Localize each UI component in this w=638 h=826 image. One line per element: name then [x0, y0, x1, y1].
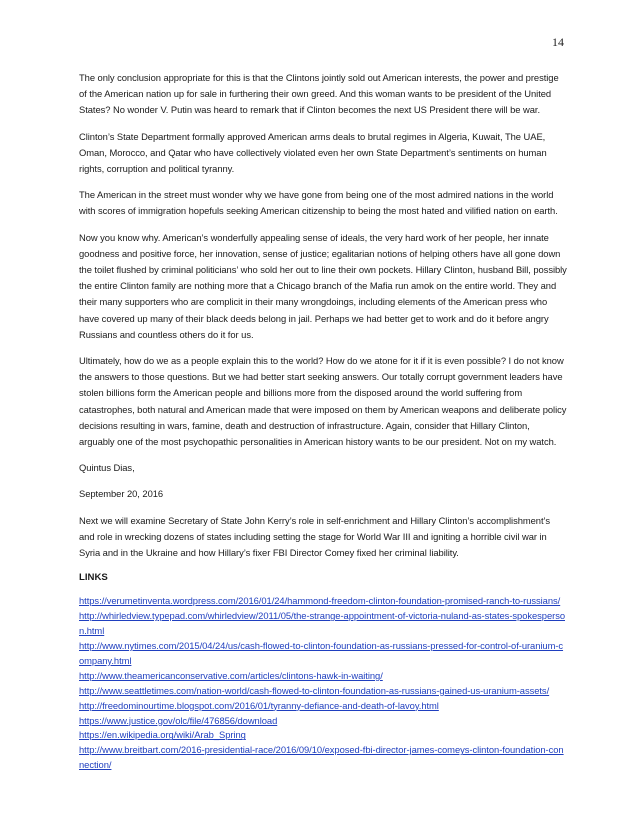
paragraph-american-in-street: The American in the street must wonder why we have gone from being one of the most admired nations in the world with scores of immigration hopefuls seeking American citizenship to being the most hated and vilified nation on earth.: [79, 189, 558, 217]
paragraph-next-topic: Next we will examine Secretary of State John Kerry’s role in self-enrichment and Hillary Clinton’s accomplishment’s and role in wrecking dozens of states including setting the stage for World War III and igniting a horrible civil war in Syria and in the Ukraine and how Hillary’s fixer FBI Director Comey fixed her criminal liability.: [79, 514, 551, 559]
link-item[interactable]: http://www.seattletimes.com/nation-world/cash-flowed-to-clinton-foundation-as-russians-gained-us-uranium-assets/: [79, 684, 550, 696]
document-date: September 20, 2016: [79, 488, 164, 500]
author-signature: Quintus Dias,: [79, 462, 135, 474]
links-list: [79, 594, 567, 773]
link-item[interactable]: http://freedominourtime.blogspot.com/2016/01/tyranny-defiance-and-death-of-lavoy.html: [79, 699, 439, 711]
link-item[interactable]: http://www.nytimes.com/2015/04/24/us/cash-flowed-to-clinton-foundation-as-russians-pressed-for-control-of-uranium-company.html: [79, 640, 564, 666]
link-item[interactable]: http://www.theamericanconservative.com/articles/clintons-hawk-in-waiting/: [79, 669, 383, 681]
paragraph-arms-deals: Clinton’s State Department formally approved American arms deals to brutal regimes in Algeria, Kuwait, The UAE, Oman, Morocco, and Qatar who have collectively violated even her own State Department’s sentiments on human rights, corruption and political tyranny.: [79, 130, 547, 175]
link-item[interactable]: https://en.wikipedia.org/wiki/Arab_Spring: [79, 729, 246, 741]
paragraph-ultimately: Ultimately, how do we as a people explain this to the world? How do we atone for it if it is even possible? I do not know the answers to those questions. But we had better start seeking answers. Our totally corrupt government leaders have stolen billions form the American people and billions more from the disposed around the world suffering from catastrophes, both natural and American made that were imposed on them by American weapons and deliberate policy decisions resulting in wars, famine, death and destruction of infrastructure. Again, consider that Hillary Clinton, arguably one of the most psychopathic personalities in American history wants to be our president. Not on my watch.: [79, 355, 567, 448]
paragraph-now-you-know: Now you know why. American’s wonderfully appealing sense of ideals, the very hard work of her people, her innate goodness and positive force, her innovation, sense of justice; egalitarian notions of helping others have all gone down the toilet flushed by criminal politicians’ who sold her out to line their own pockets. Hillary Clinton, husband Bill, possibly the entire Clinton family are nothing more that a Chicago branch of the Mafia run amok on the entire world. They and their many supporters who are complicit in their many wrongdoings, including elements of the American press who have covered up many of their black deeds belong in jail. Perhaps we had better get to work and do it before angry Russians and countless others do it for us.: [79, 231, 567, 340]
paragraph-conclusion: The only conclusion appropriate for this is that the Clintons jointly sold out American interests, the power and prestige of the American nation up for sale in furthering their own greed. And this woman wants to be president of the United States? No wonder V. Putin was heard to remark that if Clinton becomes the next US President there will be war.: [79, 72, 559, 116]
link-item[interactable]: http://whirledview.typepad.com/whirledview/2011/05/the-strange-appointment-of-victoria-nuland-as-states-spokesperson.html: [79, 610, 565, 637]
link-item[interactable]: https://www.justice.gov/olc/file/476856/download: [79, 714, 278, 726]
links-heading: LINKS: [79, 572, 108, 584]
document-body: [79, 70, 567, 773]
link-item[interactable]: https://verumetinventa.wordpress.com/2016/01/24/hammond-freedom-clinton-foundation-promised-ranch-to-russians/: [79, 595, 561, 607]
page-number: 14: [552, 35, 564, 49]
link-item[interactable]: http://www.breitbart.com/2016-presidential-race/2016/09/10/exposed-fbi-director-james-comeys-clinton-foundation-connection/: [79, 744, 564, 771]
